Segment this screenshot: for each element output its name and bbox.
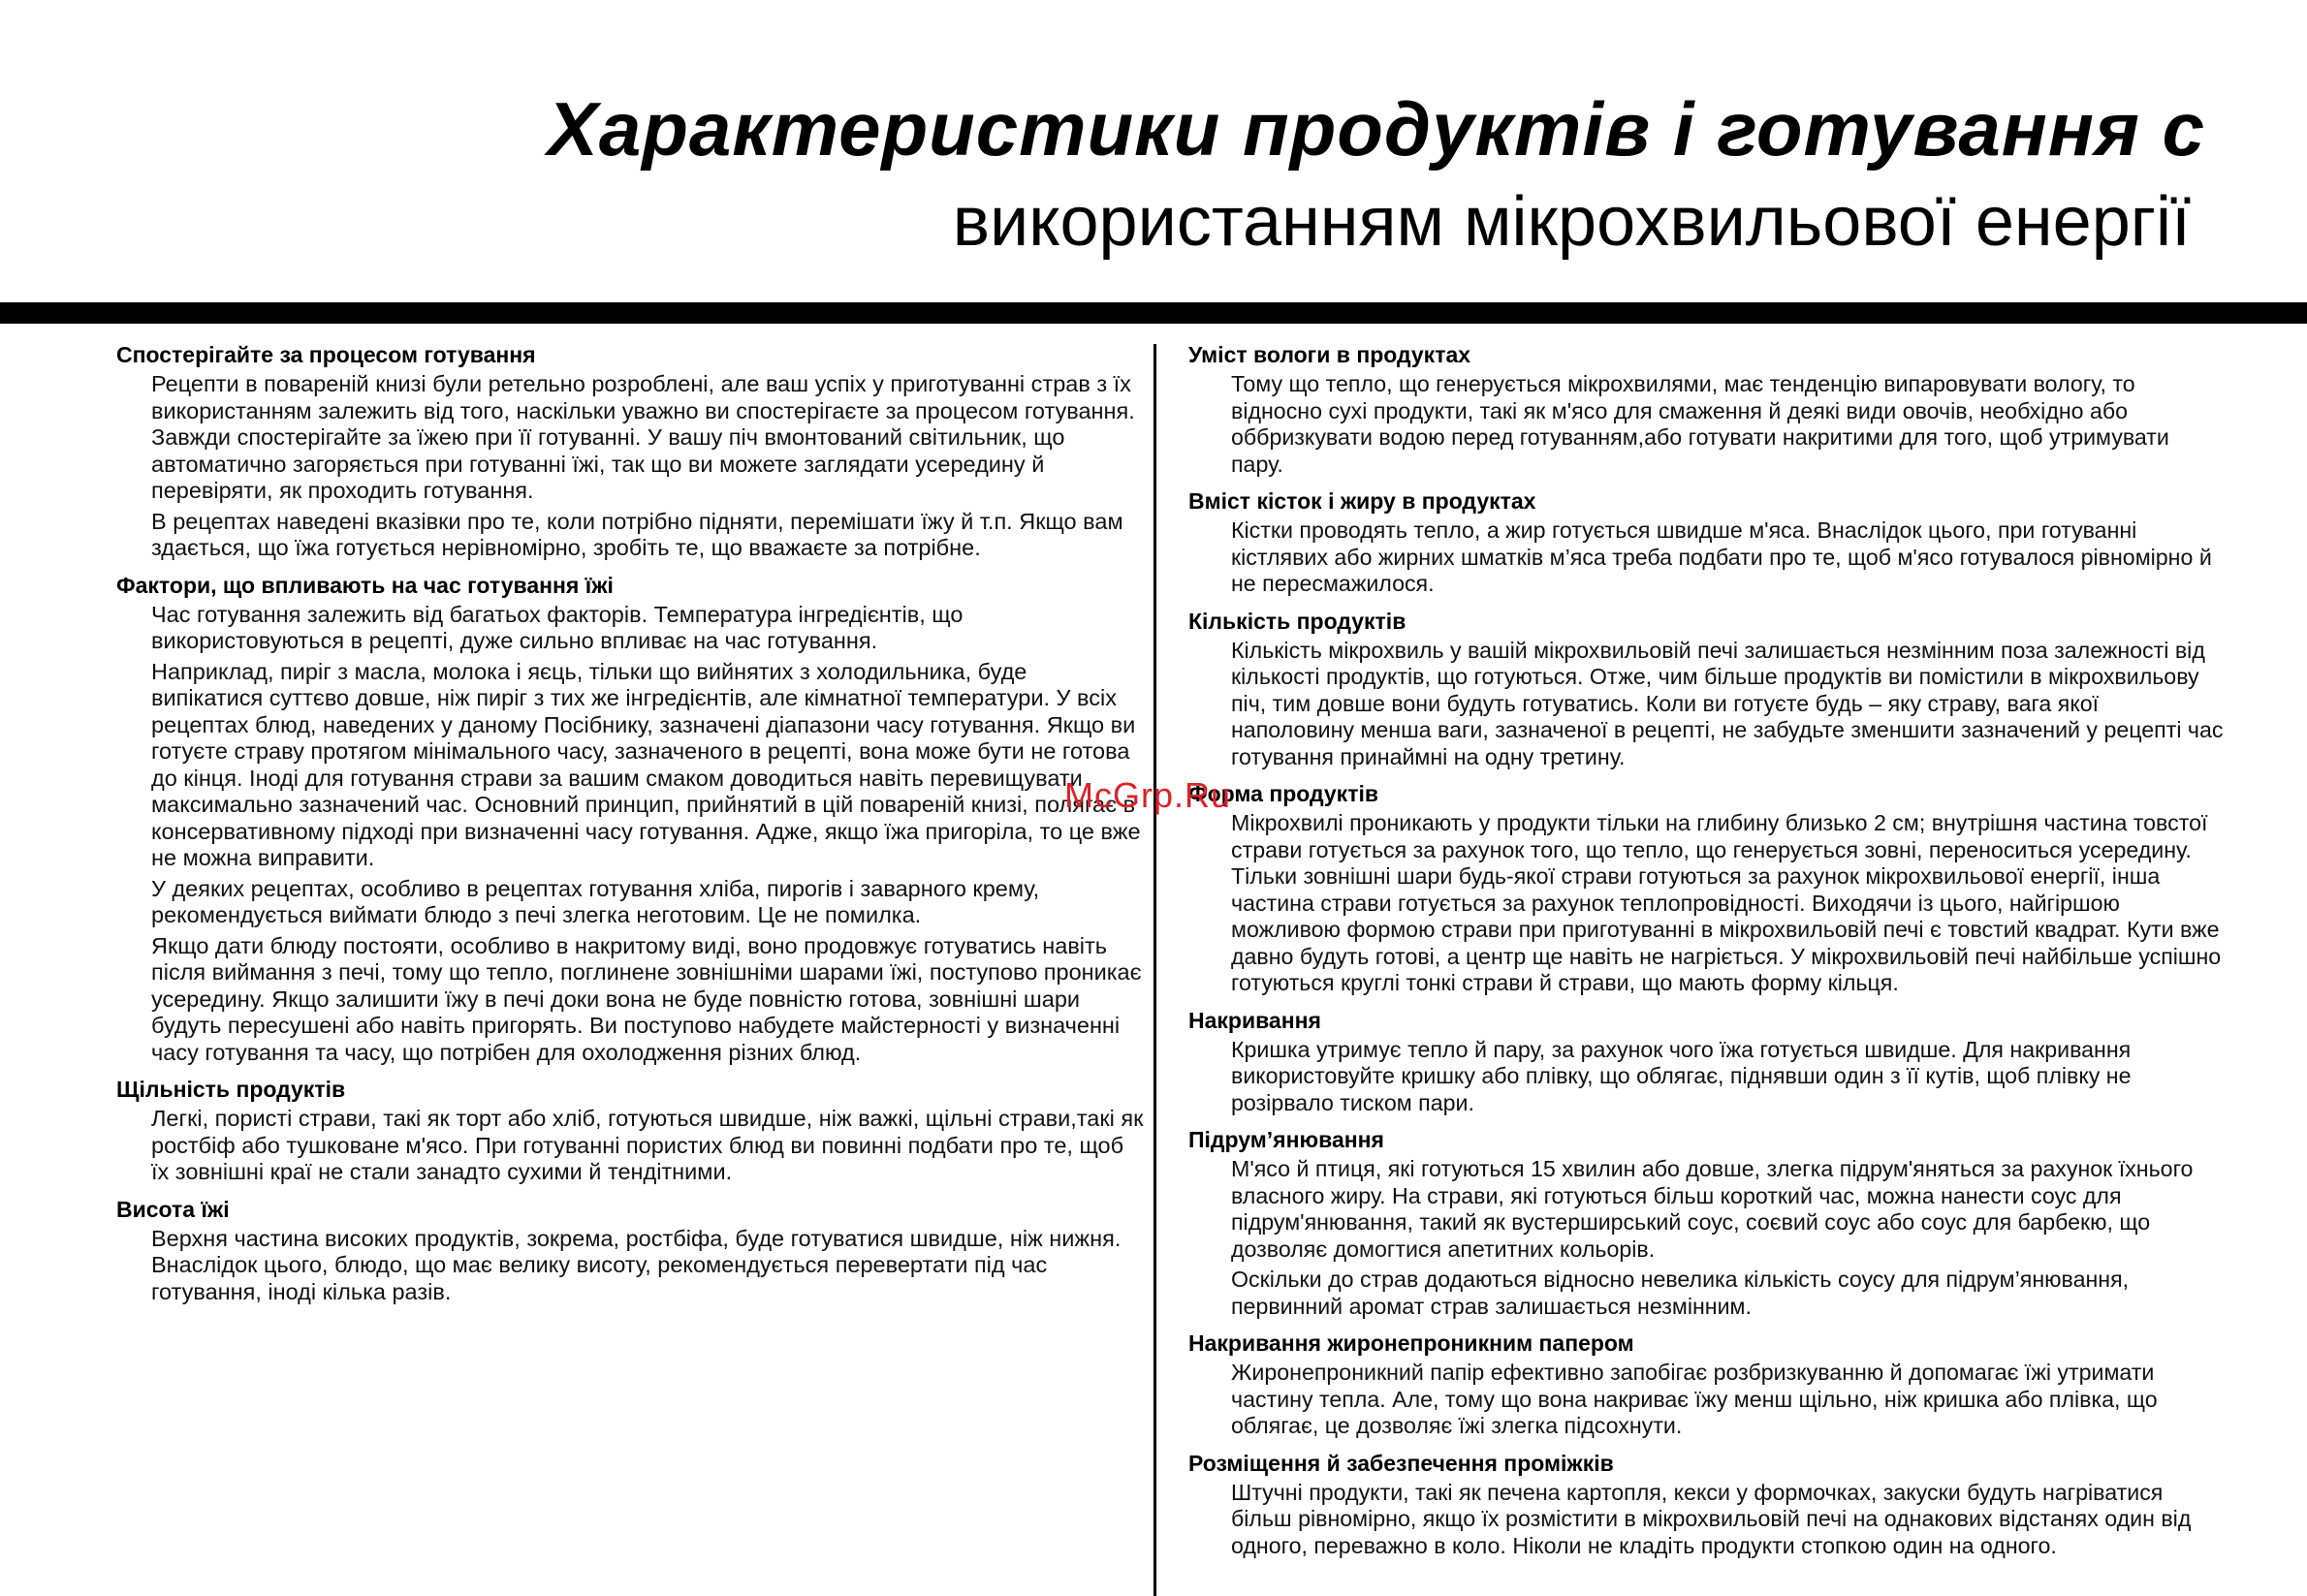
section-height xyxy=(116,1196,1144,1306)
paragraph: Штучні продукти, такі як печена картопля, кекси у формочках, закуски будуть нагріватися більш рівномірно, якщо їх розмістити в мікрохвильовій печі на однакових відстанях один від одного, переважно в коло. Ніколи не кладіть продукти стопкою один на одного. xyxy=(1231,1479,2192,1558)
section-covering xyxy=(1188,1007,2226,1117)
page-title: Характеристики продуктів і готування с xyxy=(547,86,2205,172)
section-heading: Висота їжі xyxy=(116,1196,230,1222)
right-column xyxy=(1188,341,2226,1569)
section-heading: Кількість продуктів xyxy=(1188,608,1406,634)
section-heading: Вміст кісток і жиру в продуктах xyxy=(1188,488,1536,514)
paragraph: У деяких рецептах, особливо в рецептах готування хліба, пирогів і заварного крему, рекомендується виймати блюдо з печі злегка неготовим. Це не помилка. xyxy=(151,875,1040,927)
section-browning xyxy=(1188,1126,2226,1320)
section-quantity xyxy=(1188,608,2226,771)
paragraph: Легкі, пористі страви, такі як торт або хліб, готуються швидше, ніж важкі, щільні страви,такі як ростбіф або тушковане м'ясо. При готуванні пористих блюд ви повинні подбати про те, щоб їх зовнішні краї не стали занадто сухими й тендітними. xyxy=(151,1106,1144,1184)
section-heading: Підрум’янювання xyxy=(1188,1127,1384,1152)
paragraph: Час готування залежить від багатьох факторів. Температура інгредієнтів, що використовуються в рецепті, дуже сильно впливає на час готування. xyxy=(151,601,964,653)
paragraph: Верхня частина високих продуктів, зокрема, ростбіфа, буде готуватися швидше, ніж нижня. Внаслідок цього, блюдо, що має велику висоту, рекомендується перевертати під час готування, іноді кілька разів. xyxy=(151,1225,1122,1304)
page-subtitle: використанням мікрохвильової енергії xyxy=(952,183,2191,261)
section-heading: Накривання xyxy=(1188,1007,1321,1033)
section-moisture xyxy=(1188,341,2226,478)
section-heading: Спостерігайте за процесом готування xyxy=(116,342,536,367)
paragraph: Жиронепроникний папір ефективно запобігає розбризкуванню й допомагає їжі утримати частину тепла. Але, тому що вона накриває їжу менш щільно, ніж кришка або плівка, що облягає, це дозволяє їжі злегка підсохнути. xyxy=(1231,1360,2158,1438)
paragraph: Тому що тепло, що генерується мікрохвилями, має тенденцію випаровувати вологу, то відносно сухі продукти, такі як м'ясо для смаження й деякі види овочів, необхідно або оббризкувати водою перед готуванням,або готувати накритими для того, щоб утримувати пару. xyxy=(1231,371,2169,477)
section-heading: Фактори, що впливають на час готування їжі xyxy=(116,572,614,598)
section-observe-cooking xyxy=(116,341,1144,562)
left-column xyxy=(116,341,1144,1315)
section-greaseproof-paper xyxy=(1188,1330,2226,1440)
paragraph: Наприклад, пиріг з масла, молока і яєць, тільки що вийнятих з холодильника, буде випікатися суттєво довше, ніж пиріг з тих же інгредієнтів, але кімнатної температури. У всіх рецептах блюд, наведених у даному Посібнику, зазначені діапазони часу готування. Якщо ви готуєте страву протягом мінімального часу, зазначеного в рецепті, вона може бути не готова до кінця. Іноді для готування страви за вашим смаком доводиться навіть перевищувати максимально зазначений час. Основний принцип, прийнятий в цій повареній книзі, полягає в консервативному підході при визначенні часу готування. Адже, якщо їжа пригоріла, то це вже не можна виправити. xyxy=(151,658,1141,870)
section-heading: Розміщення й забезпечення проміжків xyxy=(1188,1450,1614,1476)
paragraph: Мікрохвилі проникають у продукти тільки на глибину близько 2 см; внутрішня частина товстої страви готується за рахунок того, що тепло, що генерується зовні, переноситься усередину. Тільки зовнішні шари будь-якої страви готуються за рахунок мікрохвильової енергії, інша частина страви готується за рахунок теплопровідності. Виходячи із цього, найгіршою можливою формою страви при приготуванні в мікрохвильовій печі є товстий квадрат. Кути вже давно будуть готові, а центр ще навіть не нагріється. У мікрохвильовій печі найбільше успішно готуються круглі тонкі страви й страви, що мають форму кільця. xyxy=(1231,810,2222,995)
paragraph: В рецептах наведені вказівки про те, коли потрібно підняти, перемішати їжу й т.п. Якщо вам здається, що їжа готується нерівномірно, зробіть те, що вважаєте за потрібне. xyxy=(151,508,1123,560)
section-bones-fat xyxy=(1188,487,2226,598)
section-heading: Накривання жиронепроникним папером xyxy=(1188,1330,1634,1356)
section-density xyxy=(116,1076,1144,1186)
section-spacing xyxy=(1188,1450,2226,1560)
section-heading: Уміст вологи в продуктах xyxy=(1188,342,1471,367)
paragraph: Оскільки до страв додаються відносно невелика кількість соусу для підрум’янювання, первинний аромат страв залишається незмінним. xyxy=(1231,1267,2130,1319)
section-cooking-time-factors xyxy=(116,572,1144,1067)
section-heading: Щільність продуктів xyxy=(116,1077,346,1102)
section-shape xyxy=(1188,780,2226,997)
paragraph: Кістки проводять тепло, а жир готується швидше м'яса. Внаслідок цього, при готуванні кістлявих або жирних шматків м’яса треба подбати про те, щоб м'ясо готувалося рівномірно й не пересмажилося. xyxy=(1231,517,2212,596)
watermark: McGrp.Ru xyxy=(1064,775,1232,815)
paragraph: Якщо дати блюду постояти, особливо в накритому виді, воно продовжує готуватись навіть після виймання з печі, тому що тепло, поглинене зовнішніми шарами їжі, поступово проникає усередину. Якщо залишити їжу в печі доки вона не буде повністю готова, зовнішні шари будуть пересушені або навіть пригорять. Ви поступово набудете майстерності у визначенні часу готування та часу, що потрібен для охолодження різних блюд. xyxy=(151,932,1142,1065)
column-divider xyxy=(1154,344,1156,1596)
paragraph: Рецепти в повареній книзі були ретельно розроблені, але ваш успіх у приготуванні страв з їх використанням залежить від того, наскільки уважно ви спостерігаєте за процесом готування. Завжди спостерігайте за їжею при її готуванні. У вашу піч вмонтований світильник, що автоматично загоряється при готуванні їжі, так що ви можете заглядати усередину й перевіряти, як проходить готування. xyxy=(151,371,1135,503)
paragraph: Кількість мікрохвиль у вашій мікрохвильовій печі залишається незмінним поза залежності від кількості продуктів, що готуються. Отже, чим більше продуктів ви помістили в мікрохвильову піч, тим довше вони будуть готуватись. Коли ви готуєте будь – яку страву, вага якої наполовину менша ваги, зазначеної в рецепті, не забудьте зменшити зазначений у рецепті час готування принаймні на одну третину. xyxy=(1231,637,2224,769)
paragraph: Кришка утримує тепло й пару, за рахунок чого їжа готується швидше. Для накривання використовуйте кришку або плівку, що облягає, піднявши один з її кутів, щоб плівку не розірвало тиском пари. xyxy=(1231,1036,2132,1115)
paragraph: М'ясо й птиця, які готуються 15 хвилин або довше, злегка підрум'яняться за рахунок їхнього власного жиру. На страви, які готуються більш короткий час, можна нанести соус для підрум'янювання, такий як вустерширський соус, соєвий соус або соус для барбекю, що дозволяє домогтися апетитних кольорів. xyxy=(1231,1156,2194,1262)
section-heading: Форма продуктів xyxy=(1188,781,1378,806)
header-rule xyxy=(0,302,2307,324)
